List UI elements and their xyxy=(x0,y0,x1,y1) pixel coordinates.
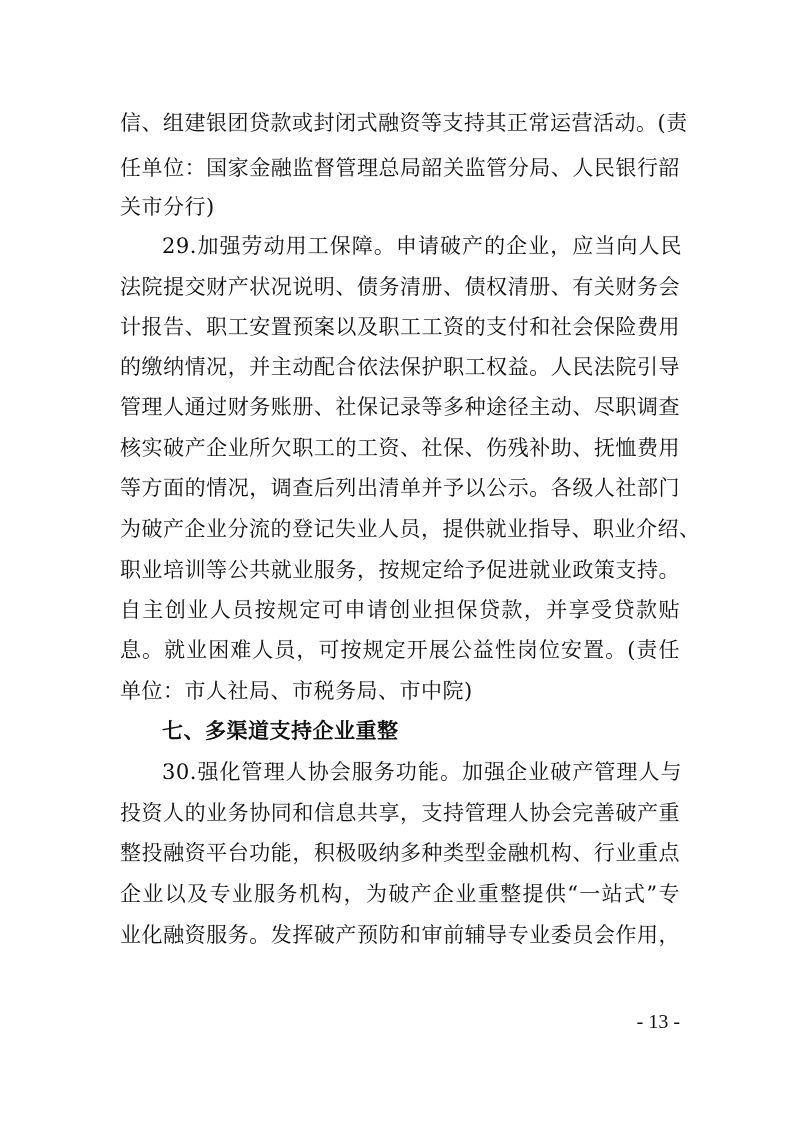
body-text-line: 企业以及专业服务机构，为破产企业重整提供“一站式”专 xyxy=(120,882,680,906)
body-text-line: 整投融资平台功能，积极吸纳多种类型金融机构、行业重点 xyxy=(120,841,680,865)
paragraph-29-first-line: 29.加强劳动用工保障。申请破产的企业，应当向人民 xyxy=(162,234,682,258)
body-text-line: 自主创业人员按规定可申请创业担保贷款，并享受贷款贴 xyxy=(120,598,680,622)
body-text-line: 的缴纳情况，并主动配合依法保护职工权益。人民法院引导 xyxy=(120,355,680,379)
body-text-line: 为破产企业分流的登记失业人员，提供就业指导、职业介绍、 xyxy=(120,517,701,541)
page-number: - 13 - xyxy=(636,1011,680,1033)
body-text-line: 投资人的业务协同和信息共享，支持管理人协会完善破产重 xyxy=(120,801,680,825)
section-heading: 七、多渠道支持企业重整 xyxy=(162,719,399,743)
body-text-line: 业化融资服务。发挥破产预防和审前辅导专业委员会作用， xyxy=(120,923,680,947)
body-text-line: 管理人通过财务账册、社保记录等多种途径主动、尽职调查 xyxy=(120,395,680,419)
body-text-line: 等方面的情况，调查后列出清单并予以公示。各级人社部门 xyxy=(120,476,680,500)
body-text-line: 单位：市人社局、市税务局、市中院) xyxy=(120,679,473,703)
paragraph-30-first-line: 30.强化管理人协会服务功能。加强企业破产管理人与 xyxy=(162,760,682,784)
body-text-line: 法院提交财产状况说明、债务清册、债权清册、有关财务会 xyxy=(120,275,680,299)
body-text-line: 任单位：国家金融监督管理总局韶关监管分局、人民银行韶 xyxy=(120,156,680,180)
body-text-line: 计报告、职工安置预案以及职工工资的支付和社会保险费用 xyxy=(120,315,680,339)
body-text-line: 息。就业困难人员，可按规定开展公益性岗位安置。(责任 xyxy=(120,638,680,662)
body-text-line: 信、组建银团贷款或封闭式融资等支持其正常运营活动。(责 xyxy=(120,111,688,135)
body-text-line: 关市分行) xyxy=(120,195,215,219)
body-text-line: 职业培训等公共就业服务，按规定给予促进就业政策支持。 xyxy=(120,558,680,582)
body-text-line: 核实破产企业所欠职工的工资、社保、伤残补助、抚恤费用 xyxy=(120,436,680,460)
